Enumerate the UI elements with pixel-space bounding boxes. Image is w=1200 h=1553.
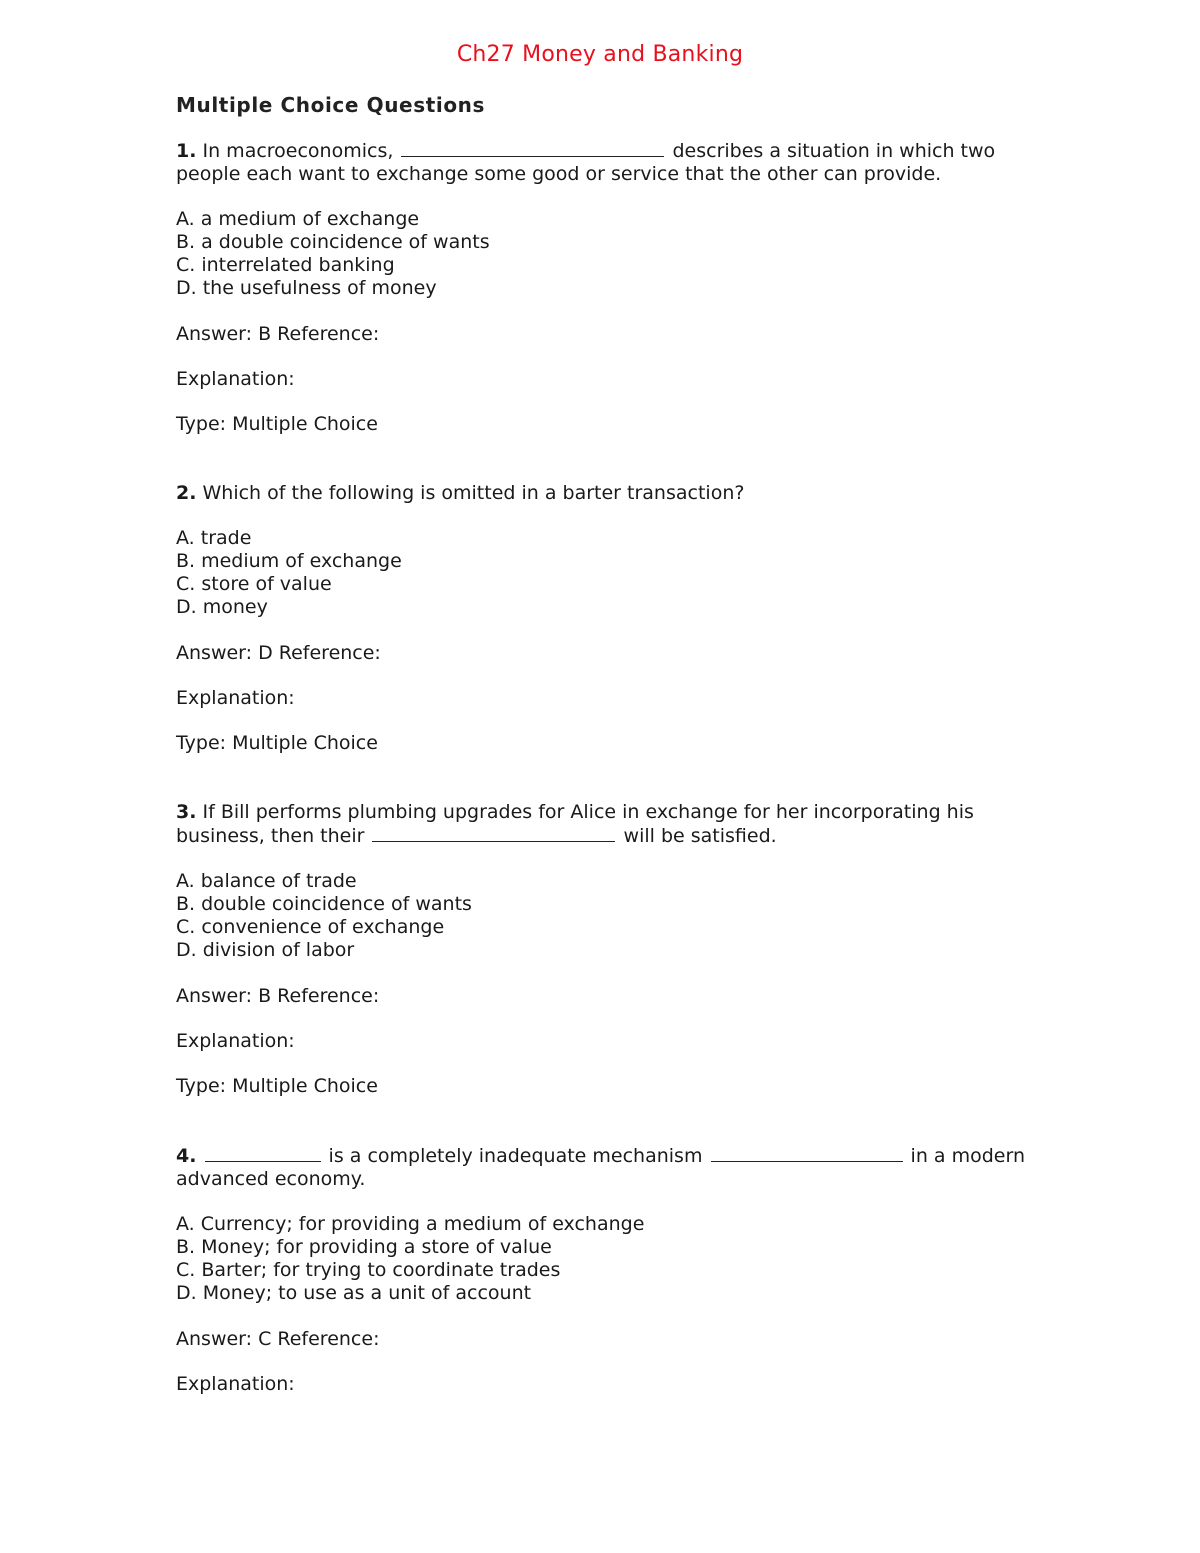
- question-2: [176, 482, 1026, 777]
- options-list: [176, 1213, 1026, 1305]
- answer-blank: [711, 1144, 903, 1162]
- section-heading: Multiple Choice Questions: [176, 93, 486, 117]
- question-3: [176, 801, 1026, 1120]
- option-b: B. a double coincidence of wants: [176, 231, 490, 253]
- type-line: Type: Multiple Choice: [176, 1075, 378, 1097]
- question-stem: [176, 139, 1026, 186]
- question-number: 1.: [176, 140, 197, 162]
- question-number: 2.: [176, 482, 197, 504]
- option-b: B. medium of exchange: [176, 550, 402, 572]
- answer-block: [176, 1328, 1026, 1396]
- question-4: [176, 1144, 1026, 1418]
- type-line: Type: Multiple Choice: [176, 413, 378, 435]
- stem-text: Which of the following is omitted in a barter transaction?: [202, 482, 745, 504]
- option-a: A. balance of trade: [176, 870, 357, 892]
- option-d: D. money: [176, 596, 268, 618]
- stem-text: is a completely inadequate mechanism: [328, 1145, 703, 1167]
- option-d: D. division of labor: [176, 939, 355, 961]
- question-stem: [176, 482, 1026, 505]
- explanation-line: Explanation:: [176, 368, 295, 390]
- options-list: [176, 527, 1026, 619]
- option-a: A. trade: [176, 527, 252, 549]
- stem-text: If Bill performs plumbing upgrades for Alice in exchange for her incorporating his business, then their: [176, 801, 974, 847]
- answer-blank: [401, 139, 664, 157]
- option-c: C. Barter; for trying to coordinate trades: [176, 1259, 561, 1281]
- type-line: Type: Multiple Choice: [176, 732, 378, 754]
- option-c: C. interrelated banking: [176, 254, 395, 276]
- question-stem: [176, 801, 1026, 848]
- options-list: [176, 870, 1026, 962]
- question-1: [176, 139, 1026, 458]
- stem-text: will be satisfied.: [623, 825, 777, 847]
- answer-line: Answer: C Reference:: [176, 1328, 380, 1350]
- option-a: A. Currency; for providing a medium of exchange: [176, 1213, 645, 1235]
- stem-text: describes a situation in which two people each want to exchange some good or service that the other can provide.: [176, 140, 996, 185]
- question-number: 4.: [176, 1145, 197, 1167]
- option-c: C. convenience of exchange: [176, 916, 445, 938]
- explanation-line: Explanation:: [176, 1373, 295, 1395]
- answer-blank: [205, 1144, 321, 1162]
- explanation-line: Explanation:: [176, 687, 295, 709]
- answer-block: [176, 323, 1026, 436]
- answer-line: Answer: B Reference:: [176, 985, 380, 1007]
- options-list: [176, 208, 1026, 300]
- option-d: D. the usefulness of money: [176, 277, 437, 299]
- answer-blank: [372, 824, 615, 842]
- option-b: B. double coincidence of wants: [176, 893, 472, 915]
- explanation-line: Explanation:: [176, 1030, 295, 1052]
- document-title: Ch27 Money and Banking: [456, 42, 744, 67]
- question-number: 3.: [176, 801, 197, 823]
- option-d: D. Money; to use as a unit of account: [176, 1282, 532, 1304]
- answer-line: Answer: D Reference:: [176, 642, 381, 664]
- option-a: A. a medium of exchange: [176, 208, 420, 230]
- option-b: B. Money; for providing a store of value: [176, 1236, 552, 1258]
- option-c: C. store of value: [176, 573, 332, 595]
- answer-block: [176, 642, 1026, 755]
- stem-text: In macroeconomics,: [202, 140, 394, 162]
- answer-block: [176, 985, 1026, 1098]
- stem-text: in a modern advanced economy.: [176, 1145, 1025, 1190]
- answer-line: Answer: B Reference:: [176, 323, 380, 345]
- question-stem: [176, 1144, 1026, 1191]
